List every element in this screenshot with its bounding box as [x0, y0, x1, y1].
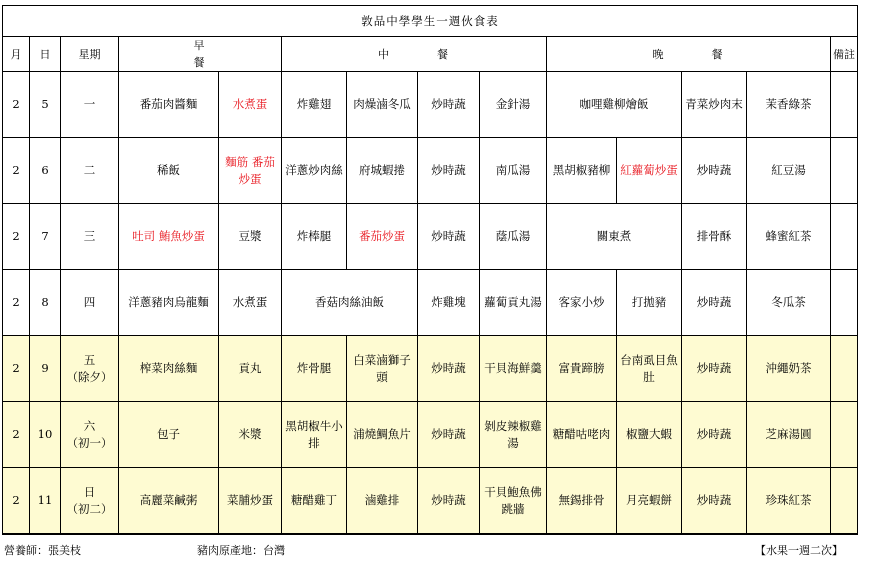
breakfast-side-cell: 豆漿	[219, 204, 282, 270]
dinner-drink-cell: 蜂蜜紅茶	[747, 204, 831, 270]
lunch-dish1-cell: 黑胡椒牛小排	[282, 402, 347, 468]
remarks-cell	[831, 402, 858, 468]
pork-origin-note: 豬肉原產地：台灣	[197, 544, 285, 557]
header-dinner: 晚餐	[547, 37, 831, 72]
dinner-dish1-cell: 無錫排骨	[547, 468, 617, 535]
month-cell: 2	[3, 402, 30, 468]
holiday-label: （初二）	[66, 501, 113, 516]
breakfast-main-cell: 榨菜肉絲麵	[119, 336, 219, 402]
weekday-cell	[61, 336, 119, 402]
breakfast-side-cell: 貢丸	[219, 336, 282, 402]
breakfast-side-cell: 米漿	[219, 402, 282, 468]
lunch-veg-cell: 炒時蔬	[418, 72, 480, 138]
lunch-soup-cell: 剝皮辣椒雞湯	[480, 402, 547, 468]
lunch-soup-cell: 干貝鮑魚佛跳牆	[480, 468, 547, 535]
lunch-dish2-cell: 滷雞排	[347, 468, 418, 535]
month-cell: 2	[3, 270, 30, 336]
day-cell: 9	[30, 336, 61, 402]
table-row	[3, 270, 858, 336]
header-lunch: 中餐	[282, 37, 547, 72]
day-cell: 8	[30, 270, 61, 336]
lunch-dish1-cell: 洋蔥炒肉絲	[282, 138, 347, 204]
weekday-cell	[61, 402, 119, 468]
table-row	[3, 402, 858, 468]
weekday-cell: 二	[61, 138, 119, 204]
header-row	[3, 37, 858, 72]
lunch-main-cell: 香菇肉絲油飯	[282, 270, 418, 336]
dinner-veg-cell: 炒時蔬	[682, 402, 747, 468]
dinner-dish2-cell: 月亮蝦餅	[617, 468, 682, 535]
month-cell: 2	[3, 72, 30, 138]
lunch-veg-cell: 炒時蔬	[418, 138, 480, 204]
dinner-veg-cell: 炒時蔬	[682, 336, 747, 402]
dinner-veg-cell: 青菜炒肉末	[682, 72, 747, 138]
header-weekday: 星期	[61, 37, 119, 72]
menu-table	[2, 5, 858, 535]
lunch-dish1-cell: 糖醋雞丁	[282, 468, 347, 535]
page-title: 敦品中學學生一週伙食表	[3, 6, 858, 37]
lunch-veg-cell: 炒時蔬	[418, 468, 480, 535]
remarks-cell	[831, 204, 858, 270]
remarks-cell	[831, 138, 858, 204]
menu-sheet	[2, 5, 887, 535]
dinner-dish2-cell: 打拋豬	[617, 270, 682, 336]
lunch-soup-cell: 金針湯	[480, 72, 547, 138]
holiday-label: （初一）	[66, 435, 113, 450]
dinner-drink-cell: 芝麻湯圓	[747, 402, 831, 468]
lunch-dish2-cell: 番茄炒蛋	[347, 204, 418, 270]
lunch-dish1-cell: 炸骨腿	[282, 336, 347, 402]
table-row	[3, 336, 858, 402]
month-cell: 2	[3, 204, 30, 270]
day-cell: 11	[30, 468, 61, 535]
dinner-drink-cell: 沖繩奶茶	[747, 336, 831, 402]
breakfast-side-cell: 菜脯炒蛋	[219, 468, 282, 535]
lunch-veg-cell: 炒時蔬	[418, 204, 480, 270]
header-month: 月	[3, 37, 30, 72]
breakfast-side-cell: 麵筋 番茄炒蛋	[219, 138, 282, 204]
lunch-soup-cell: 南瓜湯	[480, 138, 547, 204]
header-breakfast: 早餐	[119, 37, 282, 72]
dinner-main-cell: 關東煮	[547, 204, 682, 270]
weekday-label: 六	[83, 418, 96, 433]
holiday-label: （除夕）	[66, 369, 113, 384]
breakfast-main-cell: 洋蔥豬肉烏龍麵	[119, 270, 219, 336]
header-day: 日	[30, 37, 61, 72]
weekday-cell	[61, 468, 119, 535]
month-cell: 2	[3, 138, 30, 204]
day-cell: 7	[30, 204, 61, 270]
table-row	[3, 138, 858, 204]
dinner-dish2-cell: 台南虱目魚肚	[617, 336, 682, 402]
dinner-dish2-cell: 椒鹽大蝦	[617, 402, 682, 468]
day-cell: 6	[30, 138, 61, 204]
dinner-dish1-cell: 客家小炒	[547, 270, 617, 336]
month-cell: 2	[3, 336, 30, 402]
lunch-dish2-cell: 白菜滷獅子頭	[347, 336, 418, 402]
remarks-cell	[831, 270, 858, 336]
lunch-soup-cell: 干貝海鮮羹	[480, 336, 547, 402]
fruit-note: 【水果一週二次】	[755, 544, 843, 557]
remarks-cell	[831, 336, 858, 402]
breakfast-side-cell: 水煮蛋	[219, 270, 282, 336]
breakfast-main-cell: 吐司 鮪魚炒蛋	[119, 204, 219, 270]
lunch-dish1-cell: 炸棒腿	[282, 204, 347, 270]
dinner-dish2-cell: 紅蘿蔔炒蛋	[617, 138, 682, 204]
dinner-veg-cell: 炒時蔬	[682, 468, 747, 535]
weekday-cell: 三	[61, 204, 119, 270]
dietitian-note: 營養師：張美枝	[4, 544, 81, 557]
weekday-label: 五	[83, 352, 96, 367]
remarks-cell	[831, 468, 858, 535]
dinner-dish1-cell: 富貴蹄膀	[547, 336, 617, 402]
weekday-label: 日	[83, 484, 96, 499]
dinner-drink-cell: 冬瓜茶	[747, 270, 831, 336]
header-remarks: 備註	[831, 37, 858, 72]
breakfast-side-cell: 水煮蛋	[219, 72, 282, 138]
dinner-drink-cell: 茉香綠茶	[747, 72, 831, 138]
table-row	[3, 468, 858, 535]
breakfast-main-cell: 包子	[119, 402, 219, 468]
dinner-veg-cell: 炒時蔬	[682, 270, 747, 336]
day-cell: 5	[30, 72, 61, 138]
breakfast-main-cell: 番茄肉醬麵	[119, 72, 219, 138]
dinner-veg-cell: 排骨酥	[682, 204, 747, 270]
dinner-veg-cell: 炒時蔬	[682, 138, 747, 204]
lunch-soup-cell: 蔭瓜湯	[480, 204, 547, 270]
remarks-cell	[831, 72, 858, 138]
dinner-drink-cell: 紅豆湯	[747, 138, 831, 204]
weekday-cell: 一	[61, 72, 119, 138]
table-row	[3, 204, 858, 270]
lunch-veg-cell: 炒時蔬	[418, 402, 480, 468]
month-cell: 2	[3, 468, 30, 535]
lunch-soup-cell: 蘿蔔貢丸湯	[480, 270, 547, 336]
lunch-dish1-cell: 炸雞翅	[282, 72, 347, 138]
lunch-dish2-cell: 肉燥滷冬瓜	[347, 72, 418, 138]
breakfast-main-cell: 稀飯	[119, 138, 219, 204]
day-cell: 10	[30, 402, 61, 468]
weekday-cell: 四	[61, 270, 119, 336]
lunch-dish3-cell: 炸雞塊	[418, 270, 480, 336]
dinner-main-cell: 咖哩雞柳燴飯	[547, 72, 682, 138]
breakfast-main-cell: 高麗菜鹹粥	[119, 468, 219, 535]
dinner-dish1-cell: 糖醋咕咾肉	[547, 402, 617, 468]
lunch-veg-cell: 炒時蔬	[418, 336, 480, 402]
lunch-dish2-cell: 浦燒鯛魚片	[347, 402, 418, 468]
table-row	[3, 72, 858, 138]
dinner-drink-cell: 珍珠紅茶	[747, 468, 831, 535]
lunch-dish2-cell: 府城蝦捲	[347, 138, 418, 204]
dinner-dish1-cell: 黑胡椒豬柳	[547, 138, 617, 204]
